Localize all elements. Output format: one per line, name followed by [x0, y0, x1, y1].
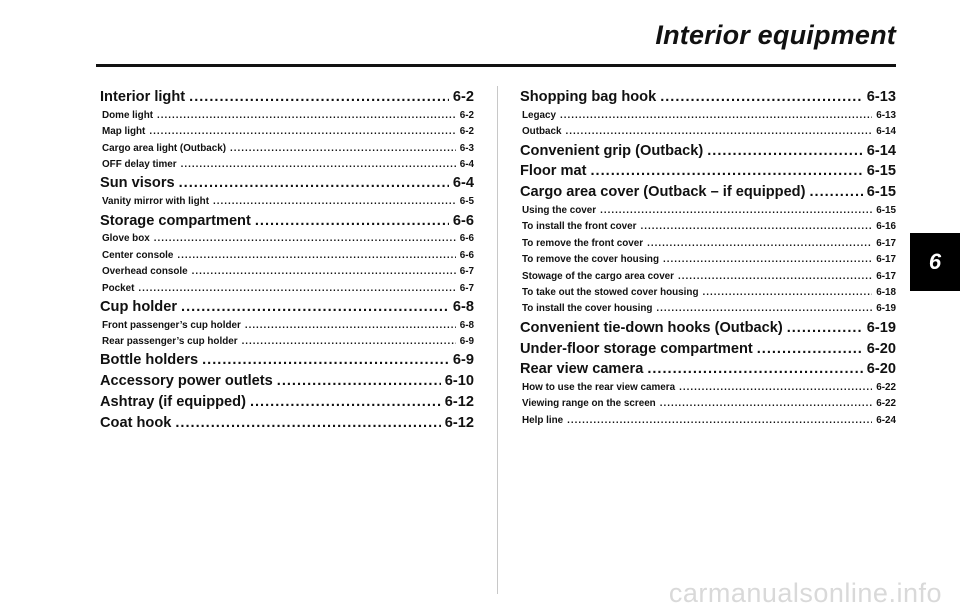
toc-entry-title: Help line: [522, 414, 564, 426]
toc-entry-title: To remove the front cover: [522, 237, 644, 249]
toc-entry[interactable]: [520, 398, 896, 414]
toc-entry-page: 6-12: [444, 394, 474, 411]
toc-entry-title: Interior light: [100, 89, 186, 105]
toc-entry-title: Rear view camera: [520, 361, 644, 378]
toc-entry[interactable]: [100, 266, 474, 282]
toc-entry-page: 6-15: [876, 204, 896, 216]
dot-leader: [242, 336, 456, 347]
toc-entry-page: 6-7: [459, 266, 474, 278]
toc-entry-page: 6-15: [866, 163, 896, 180]
toc-entry[interactable]: [100, 213, 474, 234]
toc-entry-page: 6-2: [459, 109, 474, 121]
toc-entry[interactable]: [100, 159, 474, 175]
toc-entry-page: 6-15: [866, 184, 896, 201]
toc-entry-title: Map light: [102, 126, 146, 138]
toc-entry-page: 6-22: [876, 398, 896, 410]
toc-entry[interactable]: [100, 373, 474, 394]
toc-entry-title: Front passenger’s cup holder: [102, 319, 241, 331]
toc-entry-page: 6-8: [459, 319, 474, 331]
toc-entry-page: 6-6: [452, 212, 474, 229]
dot-leader: [179, 175, 449, 191]
toc-entry-page: 6-5: [459, 196, 474, 208]
toc-entry-title: Convenient grip (Outback): [520, 142, 704, 159]
toc-entry[interactable]: [520, 221, 896, 237]
toc-entry-page: 6-3: [459, 142, 474, 154]
dot-leader: [138, 283, 455, 294]
toc-entry-page: 6-22: [876, 382, 896, 394]
toc-entry-title: Legacy: [522, 109, 557, 121]
toc-entry[interactable]: [100, 126, 474, 142]
dot-leader: [590, 163, 862, 179]
toc-entry-title: Pocket: [102, 282, 135, 294]
toc-entry-page: 6-4: [452, 175, 474, 192]
toc-entry-title: Shopping bag hook: [520, 89, 657, 105]
toc-entry[interactable]: [520, 287, 896, 303]
watermark: carmanualsonline.info: [668, 578, 942, 608]
toc-entry[interactable]: [520, 254, 896, 270]
toc-entry[interactable]: [520, 143, 896, 164]
toc-entry[interactable]: [520, 126, 896, 142]
dot-leader: [192, 266, 456, 277]
dot-leader: [181, 159, 456, 170]
toc-entry[interactable]: [520, 110, 896, 126]
dot-leader: [647, 238, 872, 249]
dot-leader: [181, 299, 449, 315]
toc-entry-title: Glove box: [102, 233, 150, 245]
dot-leader: [245, 320, 456, 331]
toc-entry[interactable]: [100, 352, 474, 373]
toc-entry-title: Stowage of the cargo area cover: [522, 270, 675, 282]
toc-entry-title: To take out the stowed cover housing: [522, 286, 699, 298]
toc-entry[interactable]: [100, 336, 474, 352]
dot-leader: [149, 126, 455, 137]
toc-entry-title: To remove the cover housing: [522, 254, 659, 266]
toc-entry-title: Under-floor storage compartment: [520, 340, 753, 357]
toc-entry-title: Cargo area cover (Outback – if equipped): [520, 184, 806, 201]
toc-entry[interactable]: [100, 394, 474, 415]
dot-leader: [567, 415, 872, 426]
toc-entry-title: Viewing range on the screen: [522, 398, 656, 410]
toc-entry-title: Storage compartment: [100, 212, 251, 229]
toc-entry-page: 6-2: [459, 126, 474, 138]
toc-entry-page: 6-16: [876, 221, 896, 233]
title-rule: [96, 64, 896, 67]
column-divider: [497, 86, 498, 594]
toc-entry-title: Cup holder: [100, 298, 178, 315]
toc-entry-title: Center console: [102, 249, 174, 261]
toc-entry-page: 6-12: [444, 414, 474, 431]
dot-leader: [787, 320, 863, 336]
toc-entry-page: 6-7: [459, 282, 474, 294]
toc-entry-page: 6-4: [459, 158, 474, 170]
toc-entry-page: 6-20: [866, 340, 896, 357]
toc-entry[interactable]: [100, 250, 474, 266]
toc-entry[interactable]: [100, 233, 474, 249]
toc-entry[interactable]: [100, 415, 474, 436]
toc-entry[interactable]: [100, 299, 474, 320]
toc-entry-title: Vanity mirror with light: [102, 196, 209, 208]
toc-entry-title: OFF delay timer: [102, 158, 177, 170]
toc-entry[interactable]: [100, 196, 474, 212]
toc-entry-page: 6-9: [452, 352, 474, 369]
toc-entry-title: Bottle holders: [100, 352, 199, 369]
toc-entry-page: 6-17: [876, 237, 896, 249]
toc-right-column: [520, 89, 896, 431]
dot-leader: [679, 382, 872, 393]
toc-entry[interactable]: [100, 283, 474, 299]
dot-leader: [202, 352, 449, 368]
toc-entry[interactable]: [520, 89, 896, 110]
toc-entry[interactable]: [520, 303, 896, 319]
toc-entry-page: 6-14: [866, 142, 896, 159]
toc-entry-title: To install the front cover: [522, 221, 637, 233]
dot-leader: [647, 361, 862, 377]
toc-entry[interactable]: [520, 238, 896, 254]
dot-leader: [177, 250, 455, 261]
toc-entry-page: 6-17: [876, 270, 896, 282]
toc-entry[interactable]: [520, 361, 896, 382]
dot-leader: [600, 205, 872, 216]
toc-entry-page: 6-18: [876, 286, 896, 298]
dot-leader: [809, 184, 862, 200]
dot-leader: [656, 303, 872, 314]
toc-entry-page: 6-6: [459, 233, 474, 245]
dot-leader: [157, 110, 456, 121]
toc-entry-page: 6-19: [876, 303, 896, 315]
toc-entry-page: 6-14: [876, 126, 896, 138]
dot-leader: [560, 110, 872, 121]
toc-entry[interactable]: [520, 320, 896, 341]
toc-entry-title: Convenient tie-down hooks (Outback): [520, 319, 783, 336]
toc-entry-page: 6-20: [866, 361, 896, 378]
toc-entry-title: Ashtray (if equipped): [100, 394, 246, 411]
toc-entry[interactable]: [100, 110, 474, 126]
toc-entry[interactable]: [520, 271, 896, 287]
dot-leader: [663, 254, 872, 265]
toc-entry-page: 6-17: [876, 254, 896, 266]
page-title: Interior equipment: [655, 20, 896, 50]
toc-left-column: [100, 89, 474, 436]
toc-entry[interactable]: [100, 320, 474, 336]
dot-leader: [566, 126, 873, 137]
toc-entry-title: Dome light: [102, 109, 154, 121]
dot-leader: [678, 271, 872, 282]
toc-entry-title: Floor mat: [520, 163, 587, 180]
toc-entry-page: 6-10: [444, 373, 474, 390]
dot-leader: [660, 89, 863, 105]
toc-entry-title: Overhead console: [102, 266, 188, 278]
dot-leader: [641, 221, 873, 232]
toc-entry-page: 6-6: [459, 249, 474, 261]
dot-leader: [660, 398, 873, 409]
toc-entry[interactable]: [520, 163, 896, 184]
toc-entry-title: Using the cover: [522, 204, 597, 216]
toc-entry-page: 6-8: [452, 298, 474, 315]
toc-entry-title: Outback: [522, 126, 562, 138]
toc-entry-title: To install the cover housing: [522, 303, 653, 315]
toc-entry[interactable]: [100, 175, 474, 196]
toc-entry-title: Coat hook: [100, 414, 172, 431]
dot-leader: [250, 394, 441, 410]
dot-leader: [255, 213, 449, 229]
dot-leader: [230, 143, 456, 154]
dot-leader: [757, 341, 863, 357]
dot-leader: [213, 196, 456, 207]
toc-entry[interactable]: [520, 205, 896, 221]
dot-leader: [703, 287, 873, 298]
dot-leader: [277, 373, 441, 389]
toc-entry-page: 6-24: [876, 414, 896, 426]
toc-entry-page: 6-9: [459, 336, 474, 348]
toc-entry-title: Cargo area light (Outback): [102, 142, 227, 154]
toc-entry[interactable]: [520, 341, 896, 362]
toc-entry-page: 6-19: [866, 319, 896, 336]
dot-leader: [154, 233, 456, 244]
chapter-tab[interactable]: 6: [910, 233, 960, 291]
toc-entry[interactable]: [520, 415, 896, 431]
toc-entry[interactable]: [520, 382, 896, 398]
toc-entry[interactable]: [100, 143, 474, 159]
dot-leader: [707, 143, 863, 159]
toc-entry-title: Accessory power outlets: [100, 373, 273, 390]
dot-leader: [189, 89, 449, 105]
toc-entry-page: 6-13: [866, 89, 896, 105]
toc-entry-title: Rear passenger’s cup holder: [102, 336, 238, 348]
toc-entry[interactable]: [100, 89, 474, 110]
toc-entry-title: How to use the rear view camera: [522, 382, 676, 394]
toc-entry-page: 6-2: [452, 89, 474, 105]
toc-entry[interactable]: [520, 184, 896, 205]
toc-entry-title: Sun visors: [100, 175, 175, 192]
dot-leader: [175, 415, 440, 431]
toc-entry-page: 6-13: [876, 109, 896, 121]
